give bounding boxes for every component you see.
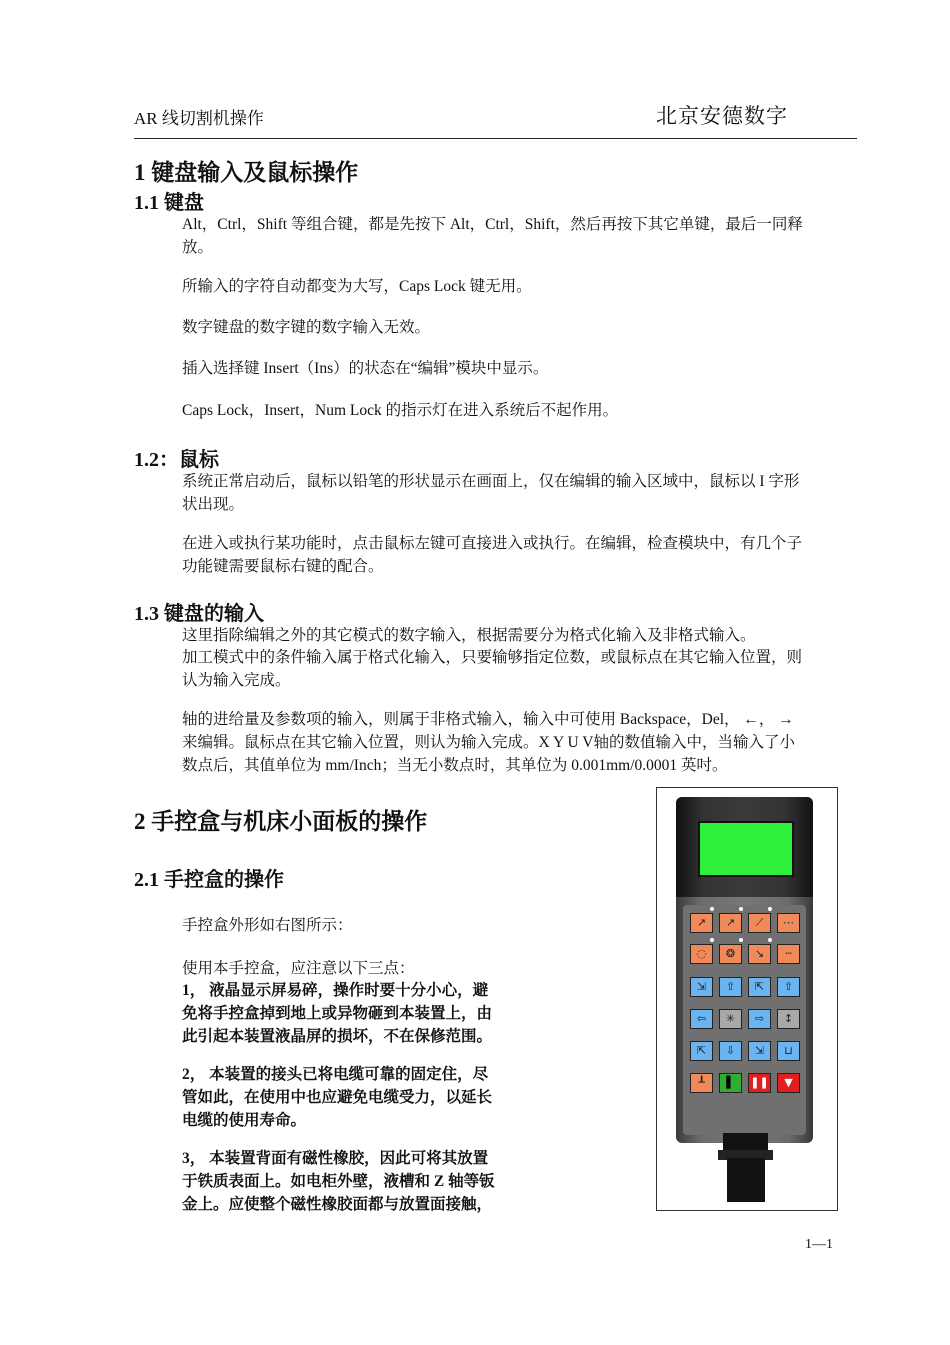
page-number: 1—1 <box>805 1237 833 1252</box>
pendant-key-icon: ⟋ <box>748 913 771 933</box>
paragraph: Caps Lock，Insert，Num Lock 的指示灯在进入系统后不起作用。 <box>182 402 619 419</box>
paragraph: 所输入的字符自动都变为大写，Caps Lock 键无用。 <box>182 278 532 295</box>
paragraph <box>182 708 857 777</box>
note-2 <box>182 1063 522 1132</box>
pendant-lcd-screen <box>698 821 794 877</box>
text-line: 数点后，其值单位为 mm/Inch；当无小数点时，其单位为 0.001mm/0.0001 英吋。 <box>182 757 728 774</box>
note-1 <box>182 979 522 1048</box>
pendant-key-icon: ⇨ <box>748 1009 771 1029</box>
pendant-key-icon: ⇱ <box>748 977 771 997</box>
text-line: 免将手控盒掉到地上或异物砸到本装置上，由 <box>182 1005 493 1022</box>
pendant-key-icon: ❂ <box>719 944 742 964</box>
text-line: 3， 本装置背面有磁性橡胶，因此可将其放置 <box>182 1150 489 1167</box>
pendant-key-icon: ┄ <box>777 944 800 964</box>
text-line: 2， 本装置的接头已将电缆可靠的固定住，尽 <box>182 1066 489 1083</box>
text-line: 状出现。 <box>182 496 245 513</box>
pendant-indicator-dot <box>739 907 743 911</box>
pendant-key-icon: ⇧ <box>777 977 800 997</box>
pendant-key-icon: ❚❚ <box>748 1073 771 1093</box>
text-line: 在进入或执行某功能时，点击鼠标左键可直接进入或执行。在编辑，检查模块中，有几个子 <box>182 535 803 552</box>
pendant-keypad <box>683 905 806 1135</box>
text-line: 加工模式中的条件输入属于格式化输入，只要输够指定位数，或鼠标点在其它输入位置，则 <box>182 649 803 666</box>
text-line: 于铁质表面上。如电柜外壁，液槽和 Z 轴等钣 <box>182 1173 495 1190</box>
text-line: 管如此，在使用中也应避免电缆受力，以延长 <box>182 1089 493 1106</box>
paragraph <box>182 213 857 259</box>
text-line: 电缆的使用寿命。 <box>182 1112 307 1129</box>
header-left-title: AR 线切割机操作 <box>134 109 264 128</box>
text-line: 放。 <box>182 239 214 256</box>
section-1-3-heading: 1.3 键盘的输入 <box>134 603 264 625</box>
pendant-key-icon: ⇧ <box>719 977 742 997</box>
pendant-indicator-dot <box>710 938 714 942</box>
paragraph: 手控盒外形如右图所示： <box>182 917 353 934</box>
text-line: 轴的进给量及参数项的输入，则属于非格式输入，输入中可使用 Backspace，Del， ←， → <box>182 711 794 728</box>
pendant-cable <box>727 1158 765 1202</box>
pendant-key-icon: ⇩ <box>719 1041 742 1061</box>
paragraph: 这里指除编辑之外的其它模式的数字输入，根据需要分为格式化输入及非格式输入。 <box>182 627 756 644</box>
pendant-key-icon: ⇲ <box>748 1041 771 1061</box>
pendant-indicator-dot <box>768 938 772 942</box>
pendant-key-icon: ✳ <box>719 1009 742 1029</box>
text-line: 金上。应使整个磁性橡胶面都与放置面接触， <box>182 1196 493 1213</box>
pendant-indicator-dot <box>768 907 772 911</box>
paragraph <box>182 646 857 692</box>
paragraph <box>182 532 857 578</box>
section-1-heading: 1 键盘输入及鼠标操作 <box>134 160 359 185</box>
pendant-key-icon: ⇲ <box>690 977 713 997</box>
pendant-key-icon: ↘ <box>748 944 771 964</box>
text-line: 认为输入完成。 <box>182 672 291 689</box>
paragraph: 数字键盘的数字键的数字输入无效。 <box>182 319 431 336</box>
pendant-key-icon: ◌ <box>690 944 713 964</box>
text-line: 功能键需要鼠标右键的配合。 <box>182 558 384 575</box>
pendant-key-icon: ▼ <box>777 1073 800 1093</box>
section-2-heading: 2 手控盒与机床小面板的操作 <box>134 809 428 834</box>
text-line: 此引起本装置液晶屏的损坏，不在保修范围。 <box>182 1028 493 1045</box>
pendant-key-icon: ⊔ <box>777 1041 800 1061</box>
pendant-key-icon: ↗ <box>690 913 713 933</box>
pendant-key-icon: ⇦ <box>690 1009 713 1029</box>
pendant-key-icon: ↕ <box>777 1009 800 1029</box>
text-line: Alt，Ctrl，Shift 等组合键，都是先按下 Alt，Ctrl，Shift，然后再按下其它单键，最后一同释 <box>182 216 803 233</box>
pendant-indicator-dot <box>710 907 714 911</box>
section-1-1-heading: 1.1 键盘 <box>134 192 204 214</box>
paragraph: 使用本手控盒，应注意以下三点： <box>182 960 415 977</box>
section-1-2-heading: 1.2：鼠标 <box>134 449 219 471</box>
text-line: 系统正常启动后，鼠标以铅笔的形状显示在画面上，仅在编辑的输入区域中，鼠标以 I 字形 <box>182 473 800 490</box>
pendant-key-icon: ⋯ <box>777 913 800 933</box>
pendant-indicator-dot <box>739 938 743 942</box>
pendant-key-icon: ┸ <box>690 1073 713 1093</box>
pendant-key-icon: ▌ <box>719 1073 742 1093</box>
paragraph <box>182 470 857 516</box>
text-line: 来编辑。鼠标点在其它输入位置，则认为输入完成。X Y U V轴的数值输入中，当输入了小 <box>182 734 795 751</box>
section-2-1-heading: 2.1 手控盒的操作 <box>134 869 284 891</box>
paragraph: 插入选择键 Insert（Ins）的状态在“编辑”模块中显示。 <box>182 360 549 377</box>
pendant-key-icon: ↗ <box>719 913 742 933</box>
header-right-title: 北京安德数字 <box>656 104 788 128</box>
text-line: 1， 液晶显示屏易碎，操作时要十分小心，避 <box>182 982 489 999</box>
pendant-key-icon: ⇱ <box>690 1041 713 1061</box>
note-3 <box>182 1147 522 1216</box>
header-rule <box>134 138 857 139</box>
